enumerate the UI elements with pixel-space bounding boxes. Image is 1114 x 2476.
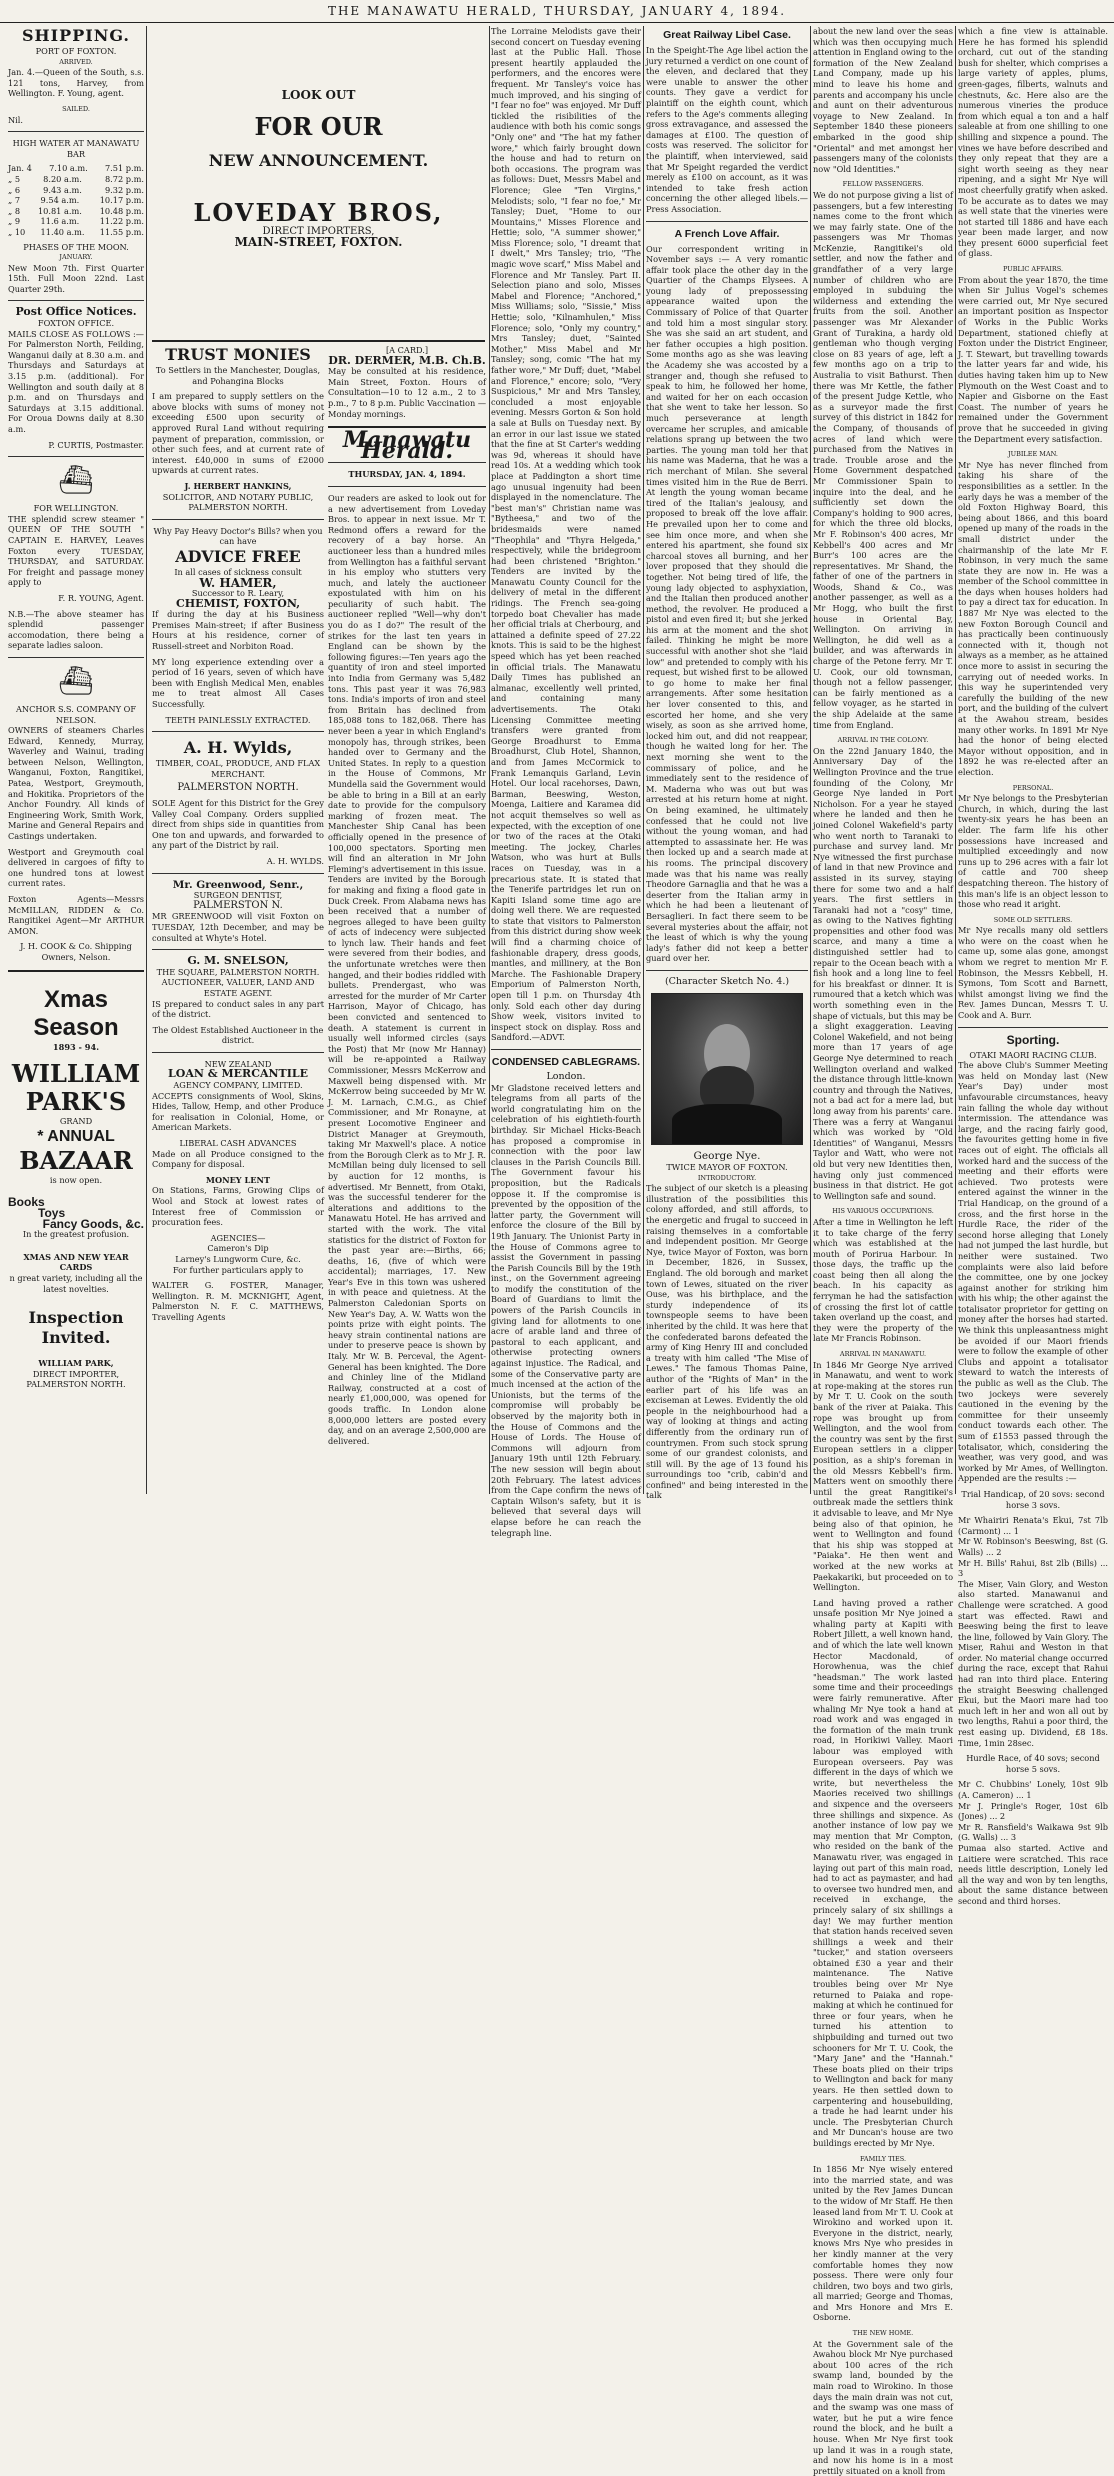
experience-text: MY long experience extending over a period of 16 years, seven of which have been with English Medical Men, enables me to treat almost All Cases Successfully. [152, 656, 324, 710]
home-text: At the Government sale of the Awahou block Mr Nye purchased about 100 acres of the rich swamp land, bounded by the main road to Wirokino. In those days the main drain was not cut, and the swamp was one mass of water, but he put a wire fence round the block, and he built a house. When Mr Nye first took up land it was in a rough state, and now his home is in a most prettily situated on a knoll from [813, 2338, 953, 2476]
further-heading: For further particulars apply to [172, 1264, 304, 1275]
for-our: FOR OUR [254, 111, 383, 141]
divider [152, 340, 485, 342]
cablegrams-title: CONDENSED CABLEGRAMS. [491, 1056, 641, 1068]
anchor-text2: Westport and Greymouth coal delivered in cargoes of fifty to one hundred tons at lowest current rates. [8, 846, 144, 889]
local-news: Our readers are asked to look out for a new advertisement from Loveday Bros. to appear in next issue. Mr T. Redmond offers a reward for the recovery of a bay horse. An auctioneer less than a hundred miles from Wellington has a faithful servant in his employ who stutters very much, and lately the auctioneer expostulated with him on his peculiarity of such habit. The auctioneer replied "Well—why don't you do as I do?" The result of the strikes for the last ten years in England can be shown by the following figures:—Ten years ago the quantity of iron and steel imported into India from Germany was 5,482 tons. This past year it was 76,983 tons. India's imports of iron and steel from Britain has declined from 185,088 tons to 182,068. There has never been a year in which England's monopoly has, through strikes, been handed over to Germany and the United States. In reply to a question in the House of Commons, Mr Mundella said the Government would be able to bring in a Bill at an early date to provide for the compulsory marking of frozen meat. The Manchester Ship Canal has been officially opened in the presence of 100,000 spectators. Sporting men will find an alteration in Mr John Fleming's advertisement in this issue. Tenders are invited by the Borough for making and fixing a flood gate in Duck Creek. From Alabama news has been received that a number of negroes alleged to have been guilty of acts of indecency were subjected to lynch law. Their hands and feet were severed from their bodies, and the unfortunate wretches were then hanged, and their bodies riddled with bullets. Prendergast, who was arrested for the murder of Mr Carter Harrison, Mayor of Chicago, has been convicted and sentenced to death. A statement is current in usually well informed circles (says the Post) that Mr (now Mr Hannay) will be re-appointed a Railway Commissioner, Messrs McKerrow and Maxwell being dispensed with. Mr McKerrow being succeeded by Mr W. J. M. Larnach, C.M.G., as Chief Commissioner, and Mr Ronayne, at present Locomotive Engineer and District Manager at Greymouth, taking Mr Maxwell's place. A notice from the Borough Clerk as to Mr J. R. McMillan being duly licensed to sell by auction for 12 months, is advertised. Mr Bennett, from Otaki, was the successful tenderer for the alterations and additions to the Manawatu Hotel. He has arrived and started with the work. The vital statistics for the district of Foxton for the past year are:—Births, 66; deaths, 16, (five of which were accidental); marriages, 17. New Year's Eve in this town was ushered in with peace and quietness. At the Palmerston Caledonian Sports on New Year's Day, A. W. Watts won the points prize with eight points. The heavy strain continental nations are under to preserve peace is shown by Italy. Mr W. B. Perceval, the Agent-General has been knighted. The Dore and Chinley line of the Midland Railway, constructed at a cost of nearly £1,000,000, was opened for goods traffic. In London alone 8,000,000 letters are posted every day, and on an average 2,500,000 are delivered. [328, 492, 486, 1446]
race-result: Mr H. Bills' Rahui, 8st 2lb (Bills) ... 3 [958, 1557, 1108, 1579]
occupation-heading: HIS VARIOUS OCCUPATIONS. [832, 1207, 934, 1216]
agency-larney: Larney's Lungworm Cure, &c. [175, 1253, 301, 1264]
xmas-season: Xmas Season [33, 985, 119, 1041]
tide-row: „ 7 9.54 a.m. 10.17 p.m. [8, 195, 144, 206]
for-wellington: FOR WELLINGTON. [33, 503, 119, 514]
family-text: In 1856 Mr Nye wisely entered into the married state, and was united by the Rev James Duncan to the widow of Mr Staff. He then leased land from Mr T. U. Cook at Wirokino and worked upon it. Everyone in the district, nearly, knows Mrs Nye who presides in her kindly manner at the very comfortable homes they now possess. There were only four children, two boys and two girls, all married; George and Thomas, and Mrs Honore and Mrs E. Osborne. [813, 2164, 953, 2323]
look-out: LOOK OUT [281, 88, 356, 102]
hurdle-race: Hurdle Race, of 40 sovs; second horse 5 sovs. [966, 1753, 1100, 1774]
further-text: WALTER G. FOSTER, Manager, Wellington. R. M. MCKNIGHT, Agent, Palmerston N. F. C. MATTHEWS, Travelling Agents [152, 1280, 324, 1322]
otaki-club: OTAKI MAORI RACING CLUB. [969, 1049, 1097, 1060]
sporting-title: Sporting. [1006, 1032, 1060, 1047]
column-melodists [491, 26, 641, 1538]
column-adverts [152, 345, 324, 1494]
dermer-name: DR. DERMER, M.B. Ch.B. [328, 353, 486, 367]
moon-month: JANUARY. [59, 253, 93, 262]
xmas-cards: XMAS AND NEW YEAR CARDS [23, 1251, 129, 1273]
race-result: Mr Whairiri Renata's Ekui, 7st 7lb (Carmont) ... 1 [958, 1515, 1108, 1536]
moon-title: PHASES OF THE MOON. [23, 241, 129, 252]
trial-handicap: Trial Handicap, of 20 sovs: second horse 3 sovs. [961, 1488, 1105, 1510]
anchor-sign: J. H. COOK & Co. Shipping Owners, Nelson. [20, 941, 132, 962]
agencies-heading: AGENCIES— [210, 1232, 266, 1243]
snelson-trade: AUCTIONEER, VALUER, LAND AND ESTATE AGENT. [161, 977, 315, 998]
anchor-title: ANCHOR S.S. COMPANY OF NELSON. [16, 703, 136, 725]
sailed-heading: SAILED. [62, 104, 90, 113]
herald-date: THURSDAY, JAN. 4, 1894. [348, 469, 466, 480]
portrait-subcaption: TWICE MAYOR OF FOXTON. [666, 1162, 788, 1173]
introductory-heading: INTRODUCTORY. [697, 1173, 757, 1182]
wylds-trade: TIMBER, COAL, PRODUCE, AND FLAX MERCHANT. [155, 758, 321, 779]
variety: n great variety, including all the latest novelties. [9, 1272, 143, 1294]
hamer-successor: Successor to R. Leary, [191, 588, 285, 599]
arrived-text: Jan. 4.—Queen of the South, s.s. 121 tons, Harvey, from Wellington. F. Young, agent. [8, 67, 144, 99]
toys: Toys [38, 1205, 66, 1220]
old-settlers-heading: SOME OLD SETTLERS. [993, 915, 1073, 924]
race-result: Mr J. Pringle's Roger, 10st 6lb (Jones) ... 2 [958, 1800, 1108, 1822]
anchor-text: OWNERS of steamers Charles Edward, Kennedy, Murray, Waverley and Wainui, trading between Nelson, Wellington, Wanganui, Foxton, Rangitikei, Patea, Westport, Greymouth, and Hokitika. Proprietors of the Anchor Foundry. All kinds of Engineering Work, Smith Work, Marine and General Repairs and Castings undertaken. [8, 725, 144, 842]
direct-importers: DIRECT IMPORTERS, [262, 225, 375, 237]
card-heading: [A CARD.] [385, 345, 429, 355]
column-rule [146, 26, 147, 1494]
wylds-town: PALMERSTON NORTH. [177, 782, 299, 794]
wylds-text: SOLE Agent for this District for the Grey Valley Coal Company. Orders supplied direct from ships side in quantities from One ton and upwards, and forwarded to any part of the District by rail. [152, 798, 324, 851]
inspection-invited: Inspection Invited. [28, 1308, 124, 1348]
personal-heading: PERSONAL. [1012, 783, 1054, 792]
loan-heading: LOAN & MERCANTILE [168, 1067, 308, 1081]
home-heading: THE NEW HOME. [852, 2329, 914, 2338]
arrival2-heading: ARRIVAL IN MANAWATU. [839, 1350, 927, 1359]
fancy-goods: Fancy Goods, &c. [42, 1216, 144, 1231]
arrived-heading: ARRIVED. [59, 57, 93, 66]
column-nye-sketch [813, 26, 954, 2476]
jubilee-text: Mr Nye has never flinched from taking his share of the responsibilities as a settler. In the early days he was a member of the old Foxton Highway Board, this being about 1866, and this board opened up many of the roads in the small district under the chairmanship of the late Mr F. Robinson, in very much the same state they are now in. He was a member of the School committee in the days when houses holders had to pay a direct tax for education. In 1887 Mr Nye was elected to the new Foxton Borough Council and has practically been continuously connected with it, though not always as a member, as he attained once more to assist in securing the carrying out of needed works. In this way he superintended very carefully the building of the new port, and the building of the culvert at the Awahou stream, besides many other works. In 1891 Mr Nye had the honor of being elected Mayor without opposition, and in 1892 he was re-elected after an election. [958, 459, 1108, 777]
george-nye-portrait [651, 993, 803, 1145]
steamer-text: THE splendid screw steamer " QUEEN OF THE SOUTH " CAPTAIN E. HARVEY, Leaves Foxton every TUESDAY, THURSDAY, and SATURDAY. For freight and passage money apply to [8, 513, 144, 588]
sporting-text: The above Club's Summer Meeting was held on Monday last (New Year's Day) under most unfavourable circumstances, heavy rain falling the whole day without intermission. The attendance was large, and the racing fairly good, the favourites getting home in five races out of eight. The officials all worked hard and the success of the meeting and their efforts were achieved. Two protests were entered against the winner in the Trial Handicap, on the ground of a cross, and the first horse in the Hurdle Race, the rider of the second horse alleging that Lonely had not jumped the last hurdle, but neither were sustained. Two complaints were also laid before the committee, one by one jockey against another for striking him with his whip; the other against the totalisator proprietor for getting on money after the horses had started. We think this unpleasantness might be avoided if our Maori friends were to follow the example of other Clubs and appoint a totalisator steward to watch the interests of the public as well as the Club. The two jockeys were severely cautioned in the evening by the committee for their unseemly conduct towards each other. The sum of £1553 passed through the totalisator, which, considering the weather, was very good, and was worked by Mr Ames, of Wellington. Appended are the results :— [958, 1060, 1108, 1484]
teeth-extracted: TEETH PAINLESSLY EXTRACTED. [165, 714, 311, 725]
loveday-advert [152, 90, 485, 325]
snelson-text: IS prepared to conduct sales in any part of the district. [152, 998, 324, 1020]
park-sign: WILLIAM PARK, [38, 1358, 114, 1369]
park-importer: DIRECT IMPORTER, PALMERSTON NORTH. [26, 1368, 126, 1390]
steamer-sign: F. R. YOUNG, Agent. [58, 592, 144, 603]
advice-free: ADVICE FREE [175, 546, 301, 566]
snelson-address: THE SQUARE, PALMERSTON NORTH. [156, 966, 320, 977]
column-rule [643, 26, 644, 1494]
cablegrams-text: Mr Gladstone received letters and telegrams from all parts of the world congratulating him on the celebration of his eightieth-fourth birthday. Sir Michael Hicks-Beach has proposed a compromise in connection with the poor law clauses in the Parish Councils Bill. The Government favour his proposition, but the Radicals oppose it. If the compromise is prevented by the opposition of the latter party, the Government will enforce the closure of the Bill by 19th January. The Unionist Party in the House of Commons agree to assist the Government in passing the Parish Councils Bill by the 19th inst., on the Government agreeing to modify the constitution of the Board of Guardians to limit the powers of the Parish Councils in giving land for allotments to one acre of arable land and three of pastoral to each applicant, and otherwise protecting owners against injustice. The Radical, and some of the Conservative party are much incensed at the action of the Unionists, but the terms of the compromise will probably be observed by the majority both in the House of Commons and the House of Lords. The House of Commons will adjourn from January 19th until 12th February. The new session will begin about 20th February. The latest advices from the Cape confirm the news of Captain Wilson's safety, but it is believed that several days will elapse before he can reach the telegraph line. [491, 1082, 641, 1538]
liberal-text: Made on all Produce consigned to the Company for disposal. [152, 1148, 324, 1170]
hankins-title: SOLICITOR, AND NOTARY PUBLIC, PALMERSTON NORTH. [162, 491, 314, 513]
london-heading: London. [546, 1071, 586, 1082]
public-text: From about the year 1870, the time when Sir Julius Vogel's schemes were carried out, Mr Nye secured an important position as Inspector of Works in the Public Works Department, stationed chiefly at Foxton under the District Engineer, J. T. Stewart, but travelling towards the latter years far and wide, his duties having taken him up to New Plymouth on the West Coast and to Napier and Gisborne on the East Coast. The number of years he remained under the Government prove that he succeeded in giving the Department every satisfaction. [958, 274, 1108, 444]
public-heading: PUBLIC AFFAIRS. [1002, 265, 1064, 274]
hurdle-text: Pumaa also started. Active and Laitiere were scratched. This race needs little description, Lonely led all the way and won by ten lengths, about the same distance between second and third horses. [958, 1842, 1108, 1906]
race-result: Mr W. Robinson's Beeswing, 8st (G. Walls) ... 2 [958, 1536, 1108, 1557]
high-water-title: HIGH WATER AT MANAWATU BAR [12, 138, 140, 159]
tide-row: „ 8 10.81 a.m. 10.48 p.m. [8, 205, 144, 216]
anchor-agents: Foxton Agents—Messrs McMILLAN, RIDDEN & Co. Rangitikei Agent—Mr ARTHUR AMON. [8, 894, 144, 936]
tide-row: „ 5 8.20 a.m. 8.72 p.m. [8, 173, 144, 184]
column-local-news [328, 345, 486, 1494]
personal-text: Mr Nye belongs to the Presbyterian Church, in which, during the last twenty-six years he has been an elder. The farm life his other possessions have increased and multiplied exceedingly and now runs up to 296 acres with a fair lot of cattle and 700 sheep despatching thereon. The history of this man's life is an object lesson to those who read it aright. [958, 793, 1108, 910]
column-rule [955, 26, 956, 1494]
libel-text: In the Speight-The Age libel action the jury returned a verdict on one count of the eleven, and declared that they were unable to answer the other counts. They gave a verdict for plaintiff on the eighth count, which refers to the Age's comments alleging gross extravagance, and assessed the damages at £100. The question of costs was reserved. The solicitor for the plaintiff, when interviewed, said that Mr Speight regarded the verdict merely as £100 on account, as it was intended to take fresh action concerning the other alleged libels.—Press Association. [646, 45, 808, 214]
sketch-text: about the new land over the seas which was then occupying much attention in England owing to the formation of the New Zealand Land Company, made up his mind to leave his home and parents and accompany his uncle and aunt on their adventurous voyage to New Zealand. In September 1840 these pioneers embarked in the good ship "Oriental" and met amongst her passengers many of the colonists now "Old Identities." [813, 26, 953, 174]
column-rule [489, 26, 490, 1494]
moon-text: New Moon 7th. First Quarter 15th. Full Moon 22nd. Last Quarter 29th. [8, 262, 144, 294]
wylds-sign: A. H. WYLDS. [266, 855, 324, 866]
trust-body: I am prepared to supply settlers on the above blocks with sums of money not exceeding £500 upon security of approved Rural Land without requiring payment of preparation, commission, or other such fees, and at current rate of interest. £40,000 in sums of £2000 upwards at current rates. [152, 391, 324, 476]
greenwood-town: PALMERSTON N. [193, 899, 283, 911]
arrival2-text: In 1846 Mr George Nye arrived in Manawatu, and went to work at rope-making at the stores run by Mr T. U. Cook on the south bank of the river at Paiaka. This rope was brought up from Wellington, and the wool from the country was sent by the first European settlers in a clipper position, as a ship's foreman in the old Messrs Kebbell's firm. Matters went on smoothly there until the great Rangitikei's outbreak made the settlers think it advisable to leave, and Mr Nye being also of that opinion, he went to Wellington and found that his ship was stopped at "Paiaka". He then went and worked at the new works at Paekakariki, but proceeded on to Wellington. [813, 1359, 953, 1593]
tide-row: „ 10 11.40 a.m. 11.55 p.m. [8, 226, 144, 237]
surgeon-dentist: SURGEON DENTIST, [193, 890, 283, 901]
loan-text: ACCEPTS consignments of Wool, Skins, Hides, Tallow, Hemp, and other Produce for realisation in Colonial, Home, or American Markets. [152, 1090, 324, 1133]
post-office-text: MAILS CLOSE AS FOLLOWS :— For Palmerston North, Feilding, Wanganui daily at 8.30 a.m. and Thursdays and Saturdays at 3.15 p.m. (additional). For Wellington and south daily at 8 p.m. and on Thursdays and Saturdays at 3.15 additional. For Oroua Downs daily at 8.30 a.m. [8, 328, 144, 434]
shipping-title: SHIPPING. [22, 26, 130, 45]
post-office-title: Post Office Notices. [15, 305, 137, 319]
melodists-text: The Lorraine Melodists gave their second concert on Tuesday evening last at the Public Hall. Those present heartily applauded the performers, and the encores were frequent. Mr Tansley's voice has much improved, and his singing of "I fear no foe" was enjoyed. Mr Duff tickled the risibilities of the audience with both his comic songs "Only one" and "The hat my father wore," which fairly brought down the house and had to return on both occasions. The program was as follows: Duet, Messrs Mabel and Florence; Glee "Ten Virgins," Melodists; solo, "I fear no foe," Mr Tansley; Duet, "Home to our Mountains," Misses Florence and Hettie; solo, "A summer shower," Miss Florence; solo, "I dreamt that I dwelt," Mrs Tansley; trio, "The magic wove scarf," Miss Mabel and Florence and Mr Tansley. Part II. Selection piano and solo, Misses Mabel and Florence; "Anchored," Miss Williams; solo, "Sissie," Miss Hettie; solo, "Kilnamhulen," Miss Florence; solo, "Only my country," Mrs Tansley; duet, "Sainted Mother," Miss Mabel and Mr Tansley; song, comic "The hat my father wore," Mr Duff; duet, "Mabel and Florence," encore; solo, "Very Suspicious," Mr and Mrs Tansley, concluded a most enjoyable evening. Messrs Gorton & Son hold a sale at Bulls on Tuesday next. By an error in our last issue we stated that the fine at St Carter's wedding was 9d, whereas it should have read 10s. At a wedding which took place at Paddington a short time ago unusual ingenuity had been displayed in the nomenclature. The "best man's" Christian name was "Bytheesa," and two of the bridesmaids were named "Theophila" and "Thyra Helgeda," respectively, while the bridegroom had been christened "Brighton." Tenders are invited by the Manawatu County Council for the delivery of metal in the different ridings. The French sea-going torpedo boat Chevalier has made her official trials at Cherbourg, and attained a definite speed of 27.22 knots. This is said to be the highest speed which has yet been reached in official trials. The Manawatu Daily Times has published an almanac, excellently well printed, and containing many advertisements. The Otaki Licensing Committee meeting transfers were granted from George Broadhurst to Emma Broadhurst, Club Hotel, Shannon, and from James McCormick to Frank Lemanquis Garland, Levin Hotel. Our local racehorses, Dawn, Barman, Beeswing, Weston, Moenga, Laitiere and Karamea did not acquit themselves so well as expected, with the exception of one or two of the races at the Otaki meeting. The jockey, Charles Watson, who was hurt at Bulls races on Tuesday, was in a precarious state. It is stated that the Tenerife partridges let run on Kapiti Island some time ago are doing well there. We are requested to state that visitors to Palmerston from this district during show week will find a charming choice of fashionable drapery, dress goods, mantles, and millinery, at the Bon Marche. The Fashionable Drapery Emporium of Palmerston North, open till 1 p.m. on Thursday 4th only. Sold each other day during Show week, visitors invited to inspect stock on display. Ross and Sandford.—ADVT. [491, 26, 641, 1043]
column-sporting [958, 26, 1108, 1906]
books: Books [8, 1195, 45, 1210]
steamship-icon: ⛴ [58, 463, 94, 497]
occupation-text: After a time in Wellington he left it to take charge of the ferry which was established at the mouth of Porirua Harbour. In those days, the traffic up the coast being then all along the beach. In his capacity as ferryman he had the satisfaction of crossing the first lot of cattle taken overland up the coast, and they were the property of the late Mr Francis Robinson. [813, 1216, 953, 1344]
arrival-text: On the 22nd January 1840, the Anniversary Day of the Wellington Province and the true founding of the Colony, Mr George Nye landed in Port Nicholson. For a year he stayed where he landed and then he joined Colonel Wakefield's party who went north to Taranaki to purchase and survey land. Mr Nye witnessed the first purchase of land in that new Province and assisted in its survey, staying there for some two and a half years. The first settlers in Taranaki had not a "cosy" time, as owing to the Natives fighting propensities and other food was scarce, and many a time a distinguished settler had to repair to the Ocean beach with a fish hook and a long line to feel for his breakfast or dinner. It is rumoured that a ketch which was worth something even in the shape of victuals, but this may be a slight exaggeration. Leaving Colonel Wakefield, and not being more than 17 years of age George Nye determined to reach Wellington overland and walked the distance through little-known country and through the Natives, not a bad act for a mere lad, but long away from his parents' care. There was a ferry at Wanganui which was worked by "Old Identities" of Wanganui, Messrs Taylor and Watt, who were not old but very new Identities then, having only just commenced business in that district. He got to Wellington safe and sound. [813, 745, 953, 1201]
wylds-name: A. H. Wylds, [183, 738, 293, 758]
agency-heading: AGENCY COMPANY, LIMITED. [173, 1080, 303, 1091]
money-text: On Stations, Farms, Growing Clips of Wool and Stock at lowest rates of Interest free of Commission or procuration fees. [152, 1185, 324, 1228]
new-announcement: NEW ANNOUNCEMENT. [208, 150, 429, 170]
chemist-foxton: CHEMIST, FOXTON, [175, 596, 301, 610]
advice-consult: In all cases of sickness consult [174, 566, 302, 577]
herald-title: Manawatu Herald. [342, 427, 472, 464]
tide-row: „ 6 9.43 a.m. 9.32 p.m. [8, 184, 144, 195]
profusion: In the greatest profusion. [22, 1229, 130, 1240]
tide-row: „ 9 11.6 a.m. 11.22 p.m. [8, 216, 144, 227]
post-office-sub: FOXTON OFFICE. [37, 318, 115, 329]
steamship-icon: ⛴ [58, 663, 94, 697]
snelson-oldest: The Oldest Established Auctioneer in the district. [152, 1024, 324, 1046]
column-shipping [8, 26, 144, 1494]
jubilee-heading: JUBILEE MAN. [1008, 450, 1058, 459]
advice-question: Why Pay Heavy Doctor's Bills? when you can have [153, 525, 323, 547]
race-result: Mr C. Chubbins' Lonely, 10st 9lb (A. Cameron) ... 1 [958, 1779, 1108, 1800]
annual: * ANNUAL [37, 1127, 115, 1145]
libel-title: Great Railway Libel Case. [663, 29, 791, 41]
fellow-text: We do not purpose giving a list of passengers, but a few interesting names come to the front which we may fairly state. One of the passengers was Mr Thomas McKenzie, Rangitikei's old settler, and now the father and grandfather of a very large number of children who are employed in subduing the wilderness and extending the fruits from the soil. Another passenger was Mr Alexander Grant of Turakina, a hardy old gentleman who though verging close on 83 years of age, left a few months ago on a trip to Australia to visit Bathurst. Then there was Mr Kettle, the father of the present Judge Kettle, who as a surveyor made the first survey of this district in 1842 for the Company, of thousands of acres of land which were purchased from the Natives in trade. Trouble arose and the Home Government despatched Mr Commissioner Spain to inquire into the deal, and he sufficiently set down the Company's holding to 900 acres, for which the three old blocks, Mr F. Robinson's 400 acres, Mr Kebbell's 400 acres and Mr Burr's 100 acres are the representatives. Mr Shand, the father of one of the partners in Woods, Shand & Co., was another passenger, as well as a Mr Hogg, who built the first house in Oriental Bay, Wellington. On arriving in Wellington, he did well as a builder, and was afterwards in charge of the Petone ferry. Mr T. U. Cook, our old townsman, though not a fellow passenger, can be fairly mentioned as a fellow voyager, as he started in the ship Adelaide at the same time from England. [813, 189, 953, 730]
race-text: The Miser, Vain Glory, and Weston also started. Manawanui and Challenge were scratched. A good start was effected. Rawi and Beeswing being the first to leave the line, followed by Vain Glory. The Miser, Rahui and Weston in that order. No material change occurred during the race, except that Rahui had ran into third place. Entering the straight Beeswing challenged Ekui, but the Maori mare had too much left in her and won all out by two lengths, Rahui a poor third, the rest easing up. Dividend, £8 18s. Time, 1min 28sec. [958, 1578, 1108, 1748]
introductory-text: The subject of our sketch is a pleasing illustration of the possibilities this colony afforded, and still affords, to the energetic and frugal to succeed in raising themselves in a comfortable and independent position. Mr George Nye, twice Mayor of Foxton, was born in December, 1826, in Sussex, England. The old borough and market town of Lewes, situated on the river Ouse, was his birthplace, and the sturdy independence of its townspeople seems to have been inherited by the child. It was here that the confederated barons defeated the army of King Henry III and concluded a treaty with him called "The Mise of Lewes." The famous Thomas Paine, author of the "Rights of Man" in the earlier part of his life was an exciseman at Lewes. Evidently the old people in the neighbourhood had a way of looking at things and acting differently from the ordinary run of countrymen. From such stock sprung some of our grandest colonists, and still will. By the age of 13 found his surroundings too "crib, cabin'd and confined" and being interested in the talk [646, 1183, 808, 1501]
old-settlers-text: Mr Nye recalls many old settlers who were on the coast when he came up, some alas gone, amongst whom we regret to mention Mr F. Robinson, the Messrs Kebbell, H. Symons, Tom Scott and Barnett, whilst amongst living we find the Rev. James Duncan, Messrs T. U. Cook and A. Burr. [958, 925, 1108, 1021]
love-affair-text: Our correspondent writing in November says :— A very romantic affair took place the other day in the Quartier of the Champs Elysees. A young lady of prepossessing appearance waited upon the Commissary of Police of that Quarter and told him a most singular story. She was she said an art student, and her father occupies a high position. Some months ago as she was leaving the Academy she was accosted by a stranger and, though she refused to speak to him, he followed her home, and waited for her on each occasion that she went to take her lesson. So much perseverance at length overcame her scruples, and amicable relations sprang up between the two parties. The young man told her that his name was Maderna, that he was a rich merchant of Milan. She several times visited him in the Rue de Berri. At length the young woman became tired of the Italian's jealousy, and proposed to break off the love affair. He prevailed upon her to come and see him once more, and when she entered his apartment, she found six charcoal stoves all burning, and her lover proposed that they should die together. Not being tired of life, the young lady objected to asphyxiation, and the Italian then produced another method, the revolver. He produced a pistol and even fired it; but she jerked his arm at the moment and the shot failed. Thinking he might be more successful with another shot she "laid low" and pretended to comply with his request, but wished first to be allowed to go home to make her final arrangements. After some hesitation her lover consented to this, and escorted her home, and she very wisely, as soon as she arrived home, locked him out, and did not reappear, though he waited long for her. The next morning she went to the commissary of police, and he immediately sent to the residence of M. Maderna who was out but was arrested at his return home at night. On being examined, he ultimately confessed that he could not live without the young woman, and had attempted to assassinate her. He was then locked up and a search made at his rooms. The principal discovery made was that his name was really Theodore Garnaglia and that he was a deserter from the Italian army in which he had been a lieutenant of Bersaglieri. In fact there seem to be several mysteries about the affair, not the least of which is why the young lady's father did not keep a better guard over her. [646, 243, 808, 964]
greenwood-name: Mr. Greenwood, Senr., [172, 878, 304, 891]
post-office-sign: P. CURTIS, Postmaster. [48, 439, 144, 450]
bazaar: BAZAAR [19, 1145, 133, 1175]
love-affair-title: A French Love Affair. [674, 227, 780, 240]
trust-sub: To Settlers in the Manchester, Douglas, and Pohangina Blocks [155, 365, 321, 386]
grand: GRAND [59, 1116, 93, 1127]
now-open: is now open. [49, 1174, 103, 1185]
steamer-nb: N.B.—The above steamer has splendid passenger accomodation, there being a separate ladies saloon. [8, 608, 144, 651]
portrait-caption: George Nye. [693, 1150, 761, 1163]
dermer-text: May be consulted at his residence, Main Street, Foxton. Hours of Consultation—10 to 12 a.m., 2 to 3 p.m., 7 to 8 p.m. Public Vaccination — Monday mornings. [328, 366, 487, 419]
column-libel-love [646, 26, 808, 1501]
liberal-heading: LIBERAL CASH ADVANCES [179, 1138, 297, 1149]
main-street: MAIN-STREET, FOXTON. [234, 235, 403, 250]
hankins-name: J. HERBERT HANKINS, [184, 480, 292, 491]
hamer-name: W. HAMER, [199, 575, 277, 590]
sailed-text: Nil. [8, 114, 24, 125]
fellow-heading: FELLOW PASSENGERS. [842, 180, 924, 189]
land-text: Land having proved a rather unsafe position Mr Nye joined a whaling party at Kapiti with Robert Jillett, a well known hand, and of which the late well known Hector Macdonald, of Horowhenua, was the chief "headsman." The work lasted some time and their proceedings were fairly remunerative. After whaling Mr Nye took a hand at road work and was engaged in the formation of the main trunk road, in Horikiwi Valley. Maori labour was employed with European overseers. Pay was different in the days of which we write, but nevertheless the Maories received two shillings and sixpence and the overseers three shillings and sixpence. As another instance of low pay we may mention that Mr Compton, who resided on the bank of the Manawatu river, was engaged in laying out part of this main road, had to act as paymaster, and had to oversee two hundred men, and received in exchange, the princely salary of six shillings a day! We may further mention that station hands received seven shillings a week and their "tucker," and station overseers obtained £30 a year and their maintenance. The Native troubles being over Mr Nye returned to Paiaka and rope-making at which he continued for three or four years, when he turned his attention to shipbuilding and turned out two schooners for Mr T. U. Cook, the "Mary Jane" and the "Hannah." These boats plied on their trips to Wellington and back for many years. He then settled down to carpentering and housebuilding, a trade he had learnt under his uncle. The Presbyterian Church and Mr Duncan's house are two buildings erected by Mr Nye. [813, 1597, 954, 2148]
port-heading: PORT OF FOXTON. [35, 46, 117, 56]
race-result: Mr R. Ransfield's Waikawa 9st 9lb (G. Walls) ... 3 [958, 1821, 1108, 1843]
agency-dip: Cameron's Dip [207, 1243, 269, 1254]
park-name: WILLIAM PARK'S [11, 1059, 141, 1117]
arrival-heading: ARRIVAL IN THE COLONY. [837, 736, 929, 745]
tide-row: Jan. 4 7.10 a.m. 7.51 p.m. [8, 163, 144, 174]
xmas-years: 1893 - 94. [52, 1041, 100, 1052]
family-heading: FAMILY TIES. [859, 2154, 907, 2163]
character-sketch: (Character Sketch No. 4.) [664, 975, 790, 987]
greenwood-text: MR GREENWOOD will visit Foxton on TUESDAY, 12th December, and may be consulted at Whyte's Hotel. [152, 911, 324, 943]
masthead: THE MANAWATU HERALD, THURSDAY, JANUARY 4, 1894. [0, 0, 1114, 23]
tide-table [8, 163, 144, 237]
nz-heading: NEW ZEALAND [204, 1058, 272, 1069]
column-rule [810, 26, 811, 1494]
loveday-bros: LOVEDAY BROS, [193, 197, 444, 227]
money-heading: MONEY LENT [205, 1174, 271, 1185]
trust-monies-title: TRUST MONIES [165, 345, 311, 364]
chemist-text: If during the day at his Business Premises Main-street; if after Business Hours at his residence, corner of Russell-street and Norbiton Road. [152, 609, 324, 652]
snelson-name: G. M. SNELSON, [187, 954, 289, 968]
orchard-text: which a fine view is attainable. Here he has formed his splendid orchard, cut out of the standing bush for shelter, which comprises a large variety of apples, plums, green-gages, filberts, walnuts and chestnuts, &c. Here also are the numerous vineries the produce from which equal a ton and a half saleable at from one shilling to one shilling and sixpence a pound. The vines we have before described and they only repeat that they are a sight worth seeing as they near ripening, and a sight Mr Nye will most cheerfully gratify when asked. To be accurate as to dates we may as well state that the vineries were not started till 1886 and have each year been made larger, and now they present 6000 superficial feet of glass. [958, 26, 1108, 259]
